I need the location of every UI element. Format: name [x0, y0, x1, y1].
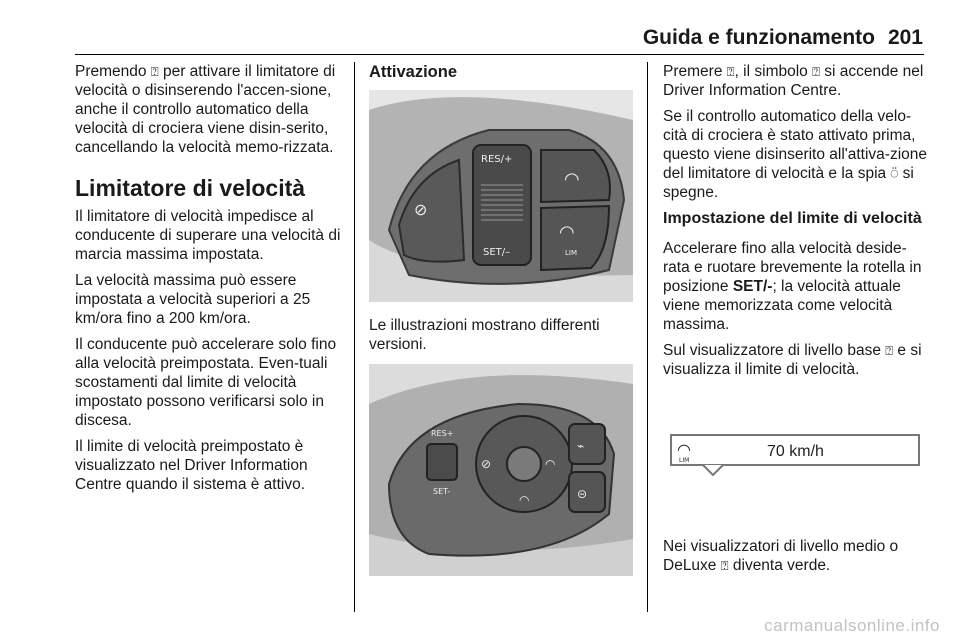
speed-limiter-icon: ◠	[519, 493, 530, 507]
speed-limit-display-figure	[663, 395, 928, 523]
column-divider-1	[354, 62, 355, 612]
column-2	[369, 62, 633, 576]
cancel-cruise-icon: ⊘	[414, 200, 428, 219]
paragraph: Il limitatore di velocità impedisce al conducente di superare una velocità di marcia massima impostata.	[75, 208, 341, 263]
res-label: RES/+	[481, 154, 513, 165]
subsection-heading: Impostazione del limite di velocità	[663, 210, 922, 227]
column-divider-2	[647, 62, 648, 612]
header-divider	[75, 54, 924, 55]
paragraph: Il conducente può accelerare solo fino alla velocità preimpostata. Even-tuali scostamenti dal limite di velocità impostato possono verificarsi solo in discesa.	[75, 336, 337, 429]
page-number: 201	[887, 26, 923, 49]
paragraph: Il limite di velocità preimpostato è visualizzato nel Driver Information Centre quando il sistema è attivo.	[75, 438, 308, 493]
column-3	[663, 62, 928, 582]
steering-wheel-controls-figure-2	[369, 364, 633, 576]
section-heading: Limitatore di velocità	[75, 175, 306, 201]
cruise-control-icon: ⍥	[890, 166, 899, 181]
watermark: carmanualsonline.info	[764, 616, 940, 635]
speed-limiter-icon: ⍰	[885, 343, 894, 358]
lim-label: LIM	[565, 249, 578, 257]
column-1	[75, 62, 343, 501]
speed-limiter-icon: ⍰	[720, 558, 729, 573]
speed-limiter-icon: ⍰	[150, 64, 159, 79]
set-label: SET-	[433, 487, 451, 496]
cancel-cruise-icon: ⊘	[481, 457, 492, 471]
speed-limiter-icon: ⍰	[812, 64, 820, 79]
paragraph: La velocità massima può essere impostata a velocità superiori a 25 km/ora fino a 200 km/ora.	[75, 272, 311, 327]
speed-limiter-icon: ◠	[677, 440, 691, 459]
set-label: SET/–	[483, 247, 511, 258]
paragraph: Premere ⍰, il simbolo ⍰ si accende nel Driver Information Centre.	[663, 63, 924, 99]
speed-limit-value: 70 km/h	[767, 443, 824, 460]
steering-wheel-controls-figure-1	[369, 90, 633, 302]
figure-caption: Le illustrazioni mostrano differenti versioni.	[369, 317, 600, 353]
lim-label: LIM	[679, 457, 690, 464]
distance-icon: ⌁	[577, 439, 585, 453]
speed-limiter-icon: ◠	[559, 222, 575, 243]
paragraph: Sul visualizzatore di livello base ⍰ e si visualizza il limite di velocità.	[663, 342, 922, 378]
paragraph: Accelerare fino alla velocità deside-rata e ruotare brevemente la rotella in posizione SET/-; la velocità attuale viene memorizzata come velocità massima.	[663, 240, 922, 333]
paragraph: Se il controllo automatico della velo-cità di crociera è stato attivato prima, questo viene disinserito all'attiva-zione del limitatore di velocità e la spia ⍥ si spegne.	[663, 108, 928, 201]
res-label: RES+	[431, 429, 454, 438]
cruise-control-icon: ◠	[564, 169, 580, 190]
paragraph: Nei visualizzatori di livello medio o DeLuxe ⍰ diventa verde.	[663, 538, 899, 574]
paragraph: Premendo ⍰ per attivare il limitatore di velocità o disinserendo l'accen-sione, anche il controllo automatico della velocità di crociera viene disin-serito, cancellando la velocità memo-rizzata.	[75, 63, 336, 156]
cruise-control-icon: ◠	[545, 457, 556, 471]
section-title: Guida e funzionamento	[642, 26, 875, 49]
car-icon: ⊝	[577, 487, 588, 501]
speed-limiter-icon: ⍰	[726, 64, 735, 79]
subsection-heading: Attivazione	[369, 63, 458, 81]
